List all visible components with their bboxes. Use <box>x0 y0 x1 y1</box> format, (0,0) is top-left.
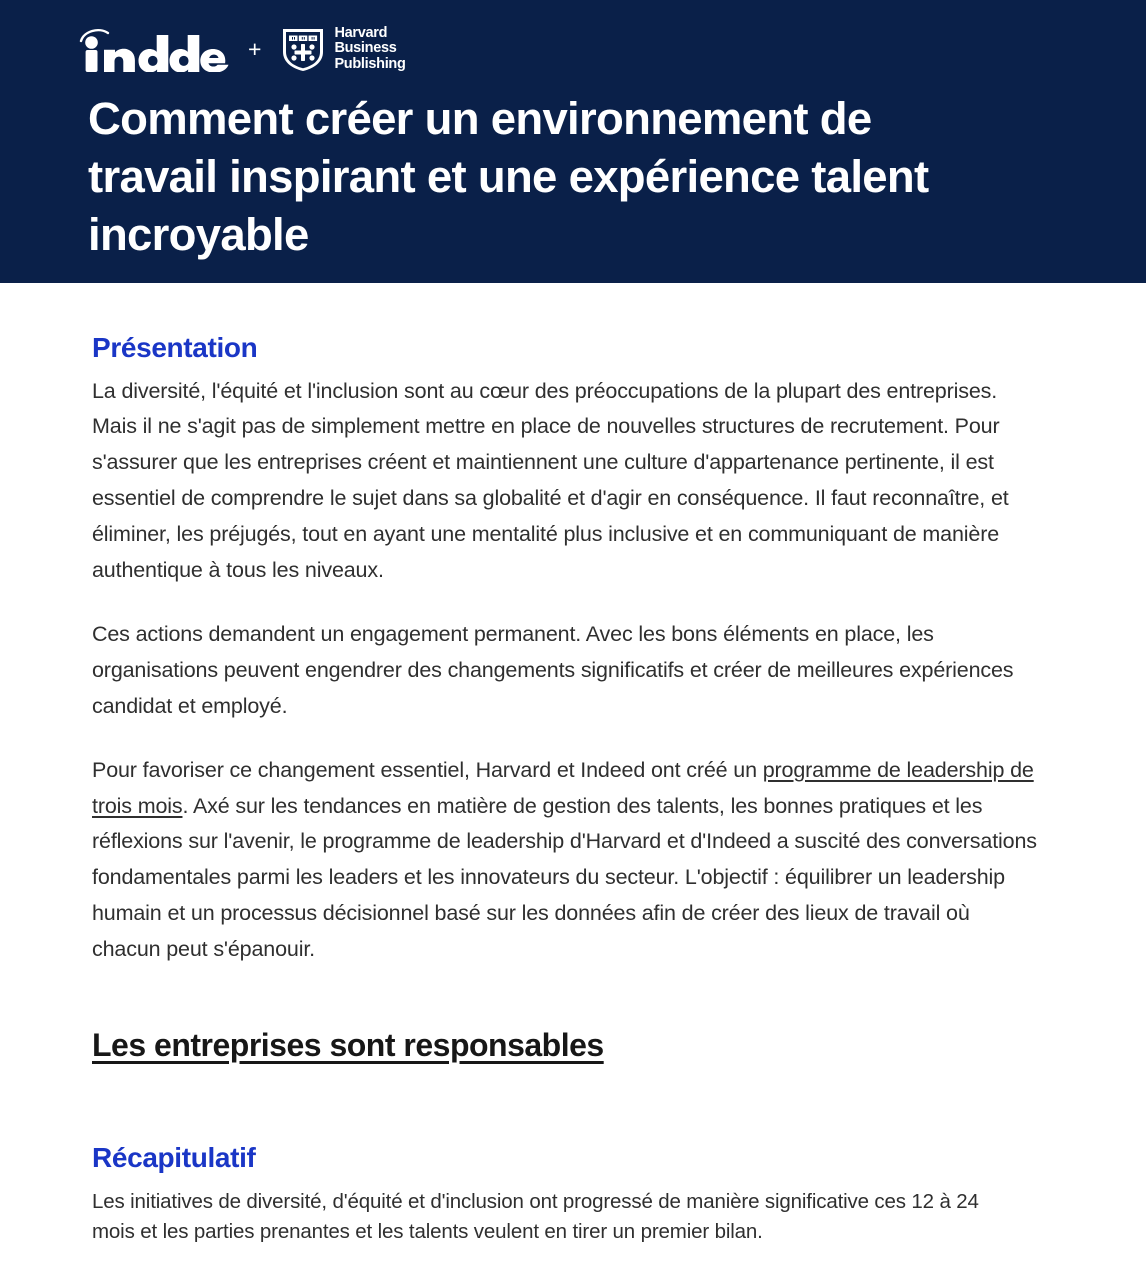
hbp-line-harvard: Harvard <box>334 25 388 42</box>
plus-separator-icon: + <box>248 35 262 62</box>
heading-companies-responsible: Les entreprises sont responsables <box>92 1026 604 1063</box>
presentation-paragraph-3 <box>92 753 1042 968</box>
document-body <box>0 283 1146 1247</box>
hbp-line-publishing: Publishing <box>334 55 406 72</box>
document-header <box>0 0 1146 283</box>
section-recapitulatif <box>92 1141 1046 1247</box>
heading-recapitulatif: Récapitulatif <box>92 1141 256 1173</box>
heading-presentation: Présentation <box>92 332 258 363</box>
presentation-paragraph-2: Ces actions demandent un engagement permanent. Avec les bons éléments en place, les organisations peuvent engendrer des changements significatifs et créer de meilleures expériences candidat et employé. <box>92 621 1014 718</box>
presentation-paragraph-1: La diversité, l'équité et l'inclusion sont au cœur des préoccupations de la plupart des entreprises. Mais il ne s'agit pas de simplement mettre en place de nouvelles structures de recrutement. Pour s'assurer que les entreprises créent et maintiennent une culture d'appartenance pertinente, il est essentiel de comprendre le sujet dans sa globalité et d'agir en conséquence. Il faut reconnaître, et éliminer, les préjugés, tout en ayant une mentalité plus inclusive et en communiquant de manière authentique à tous les niveaux. <box>92 378 1009 583</box>
hbp-wordmark <box>334 26 405 71</box>
harvard-business-publishing-logo <box>281 26 405 72</box>
leadership-program-link[interactable]: programme de leadership de trois mois <box>92 757 1034 818</box>
paragraph-3-lead-text: Pour favoriser ce changement essentiel, Harvard et Indeed ont créé un <box>92 757 763 782</box>
indeed-logo <box>78 26 230 72</box>
hbp-line-business: Business <box>334 40 397 57</box>
page-title: Comment créer un environnement de travail inspirant et une expérience talent incroyable <box>88 93 929 260</box>
paragraph-3-trailing-text: . Axé sur les tendances en matière de gestion des talents, les bonnes pratiques et les réflexions sur l'avenir, le programme de leadership d'Harvard et d'Indeed a suscité des conversations fondamentales parmi les leaders et les innovateurs du secteur. L'objectif : équilibrer un leadership humain et un processus décisionnel basé sur les données afin de créer des lieux de travail où chacun peut s'épanouir. <box>92 793 1037 962</box>
recapitulatif-paragraph: Les initiatives de diversité, d'équité et d'inclusion ont progressé de manière significative ces 12 à 24 mois et les parties prenantes et les talents veulent en tirer un premier bilan. <box>92 1189 979 1243</box>
logo-row <box>0 0 1146 72</box>
section-presentation <box>92 331 1046 968</box>
